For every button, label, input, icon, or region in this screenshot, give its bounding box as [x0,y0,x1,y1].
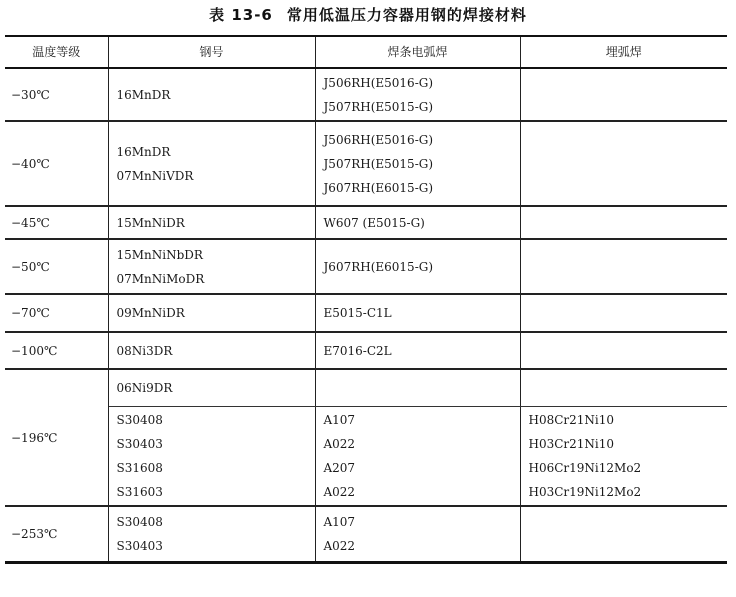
steel-cell [108,506,315,562]
electrode-cell [315,506,520,562]
header-electrode-arc-welding: 焊条电弧焊 [315,36,520,68]
steel-grade: 09MnNiDR [116,306,185,320]
steel-cell [108,239,315,294]
electrode-cell [315,406,520,506]
electrode-grade: J506RH(E5016-G) [323,75,434,90]
saw-cell [520,68,727,121]
table-row [5,369,727,406]
temperature-cell: −45℃ [5,206,108,239]
electrode-grade: J507RH(E5015-G) [323,156,434,171]
steel-grade: 06Ni9DR [116,380,173,395]
saw-wire-grade: H03Cr21Ni10 [528,436,615,451]
table-caption [0,4,736,25]
table-row [5,294,727,332]
table-row [5,506,727,562]
steel-grade: 07MnNiVDR [116,168,194,183]
electrode-grade: A022 [323,436,356,451]
electrode-grade: A022 [323,484,356,499]
steel-grade: 16MnDR [116,144,171,159]
electrode-cell [315,206,520,239]
temperature-cell: −196℃ [5,369,108,506]
electrode-grade: J607RH(E6015-G) [323,180,434,195]
table-number: 表 13-6 [209,6,273,24]
header-steel-grade: 钢号 [108,36,315,68]
steel-grade: 07MnNiMoDR [116,271,205,286]
saw-cell [520,121,727,206]
electrode-grade: A022 [323,538,356,553]
steel-cell [108,369,315,406]
saw-wire-grade: H06Cr19Ni12Mo2 [528,460,642,475]
electrode-cell [315,294,520,332]
table-row [5,68,727,121]
electrode-grade: A107 [323,514,356,529]
table-row [5,206,727,239]
header-row [5,36,727,68]
electrode-cell [315,68,520,121]
steel-grade: 15MnNiNbDR [116,247,203,262]
steel-cell [108,121,315,206]
steel-cell [108,206,315,239]
saw-cell [520,506,727,562]
steel-grade: S30403 [116,436,163,451]
electrode-grade: W607 (E5015-G) [323,215,425,230]
electrode-grade: A107 [323,412,356,427]
electrode-grade: E5015-C1L [323,306,392,320]
electrode-grade: E7016-C2L [323,343,392,358]
electrode-grade: J607RH(E6015-G) [323,259,434,274]
steel-grade: S30403 [116,538,163,553]
steel-cell [108,332,315,369]
steel-cell [108,406,315,506]
table-row [5,239,727,294]
table-row [5,406,727,506]
temperature-cell: −50℃ [5,239,108,294]
saw-cell [520,406,727,506]
saw-wire-grade: H03Cr19Ni12Mo2 [528,484,642,499]
electrode-cell [315,369,520,406]
electrode-grade: J506RH(E5016-G) [323,132,434,147]
steel-grade: S30408 [116,412,163,427]
header-submerged-arc-welding: 埋弧焊 [520,36,727,68]
steel-grade: 16MnDR [116,87,171,102]
saw-cell [520,206,727,239]
header-temperature-grade: 温度等级 [5,36,108,68]
table-title: 常用低温压力容器用钢的焊接材料 [286,6,527,24]
steel-cell [108,294,315,332]
temperature-cell: −100℃ [5,332,108,369]
welding-materials-table [5,35,727,564]
steel-grade: 15MnNiDR [116,215,185,230]
saw-wire-grade: H08Cr21Ni10 [528,412,615,427]
saw-cell [520,239,727,294]
steel-grade: S30408 [116,514,163,529]
temperature-cell: −40℃ [5,121,108,206]
steel-grade: 08Ni3DR [116,343,173,358]
temperature-cell: −253℃ [5,506,108,562]
temperature-cell: −70℃ [5,294,108,332]
table-row [5,121,727,206]
steel-cell [108,68,315,121]
electrode-grade: A207 [323,460,356,475]
table-row [5,332,727,369]
saw-cell [520,369,727,406]
saw-cell [520,332,727,369]
electrode-cell [315,239,520,294]
steel-grade: S31608 [116,460,163,475]
temperature-cell: −30℃ [5,68,108,121]
steel-grade: S31603 [116,484,163,499]
electrode-grade: J507RH(E5015-G) [323,99,434,114]
saw-cell [520,294,727,332]
electrode-cell [315,121,520,206]
electrode-cell [315,332,520,369]
